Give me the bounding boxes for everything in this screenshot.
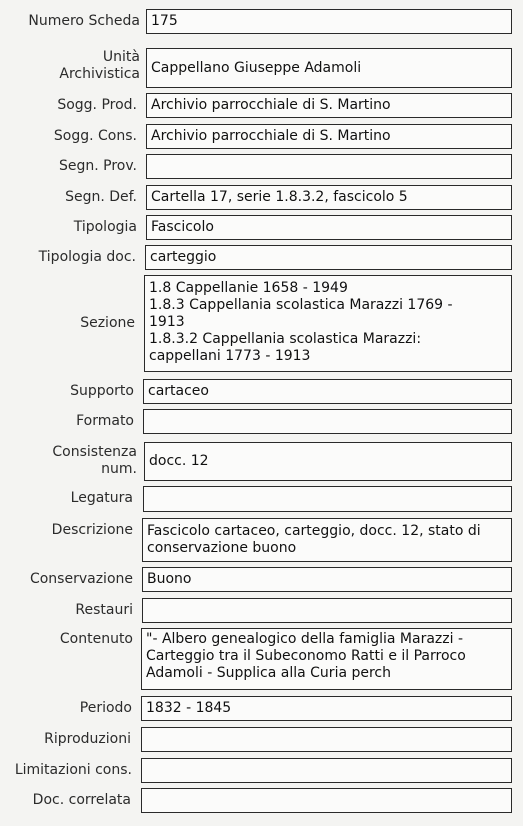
row-legatura <box>0 486 523 512</box>
row-sogg-cons <box>0 124 523 149</box>
row-limitazioni-cons <box>0 758 523 783</box>
tipologia-doc-field[interactable]: carteggio <box>145 245 512 270</box>
row-descrizione <box>0 518 523 562</box>
row-conservazione <box>0 567 523 592</box>
field-label: Riproduzioni <box>44 731 131 747</box>
row-segn-def <box>0 185 523 210</box>
conservazione-field[interactable]: Buono <box>142 567 512 592</box>
row-contenuto <box>0 628 523 690</box>
segn-prov-field[interactable] <box>146 154 512 179</box>
row-segn-prov <box>0 154 523 179</box>
field-label: Segn. Def. <box>65 189 137 205</box>
numero-scheda-field[interactable]: 175 <box>146 9 512 34</box>
row-sezione <box>0 275 523 372</box>
limitazioni-cons-field[interactable] <box>141 758 512 783</box>
restauri-field[interactable] <box>142 598 512 623</box>
tipologia-field[interactable]: Fascicolo <box>146 215 512 240</box>
row-restauri <box>0 598 523 623</box>
field-label: Segn. Prov. <box>58 158 137 174</box>
field-label: Sogg. Prod. <box>57 97 137 113</box>
field-label: Descrizione <box>51 522 133 538</box>
sogg-prod-field[interactable]: Archivio parrocchiale di S. Martino <box>146 93 512 118</box>
field-label: Supporto <box>70 383 134 399</box>
contenuto-field[interactable]: "- Albero genealogico della famiglia Marazzi - Carteggio tra il Subeconomo Ratti e il Parroco Adamoli - Supplica alla Curia perch <box>141 628 512 690</box>
row-periodo <box>0 696 523 721</box>
unita-archivistica-field[interactable]: Cappellano Giuseppe Adamoli <box>146 48 512 88</box>
field-label: Sezione <box>80 315 135 331</box>
field-label: Limitazioni cons. <box>14 762 132 778</box>
field-label: Tipologia <box>73 219 137 235</box>
field-label: Numero Scheda <box>28 13 140 29</box>
row-sogg-prod <box>0 93 523 118</box>
legatura-field[interactable] <box>143 486 512 512</box>
field-label: Restauri <box>75 602 133 618</box>
row-consistenza-num <box>0 442 523 481</box>
doc-correlata-field[interactable] <box>141 788 512 813</box>
supporto-field[interactable]: cartaceo <box>143 379 512 404</box>
segn-def-field[interactable]: Cartella 17, serie 1.8.3.2, fascicolo 5 <box>146 185 512 210</box>
field-label: Formato <box>76 413 134 429</box>
row-supporto <box>0 379 523 404</box>
formato-field[interactable] <box>143 409 512 434</box>
field-label: Periodo <box>79 700 132 716</box>
field-label: Conservazione <box>29 571 133 587</box>
row-unita-archivistica <box>0 48 523 88</box>
field-label: Unità Archivistica <box>59 49 140 82</box>
row-formato <box>0 409 523 434</box>
consistenza-num-field[interactable]: docc. 12 <box>144 442 512 481</box>
sezione-field[interactable]: 1.8 Cappellanie 1658 - 1949 1.8.3 Cappellania scolastica Marazzi 1769 - 1913 1.8.3.2 Cappellania scolastica Marazzi: cappellani 1773 - 1913 <box>144 275 512 372</box>
field-label: Doc. correlata <box>32 792 131 808</box>
field-label: Contenuto <box>59 631 133 647</box>
row-tipologia <box>0 215 523 240</box>
row-riproduzioni <box>0 727 523 752</box>
row-tipologia-doc <box>0 245 523 270</box>
field-label: Legatura <box>70 490 133 506</box>
periodo-field[interactable]: 1832 - 1845 <box>141 696 512 721</box>
descrizione-field[interactable]: Fascicolo cartaceo, carteggio, docc. 12, stato di conservazione buono <box>142 518 512 562</box>
riproduzioni-field[interactable] <box>141 727 512 752</box>
row-numero-scheda <box>0 9 523 34</box>
field-label: Consistenza num. <box>52 444 137 477</box>
field-label: Tipologia doc. <box>38 249 136 265</box>
row-doc-correlata <box>0 788 523 813</box>
field-label: Sogg. Cons. <box>53 128 137 144</box>
sogg-cons-field[interactable]: Archivio parrocchiale di S. Martino <box>146 124 512 149</box>
